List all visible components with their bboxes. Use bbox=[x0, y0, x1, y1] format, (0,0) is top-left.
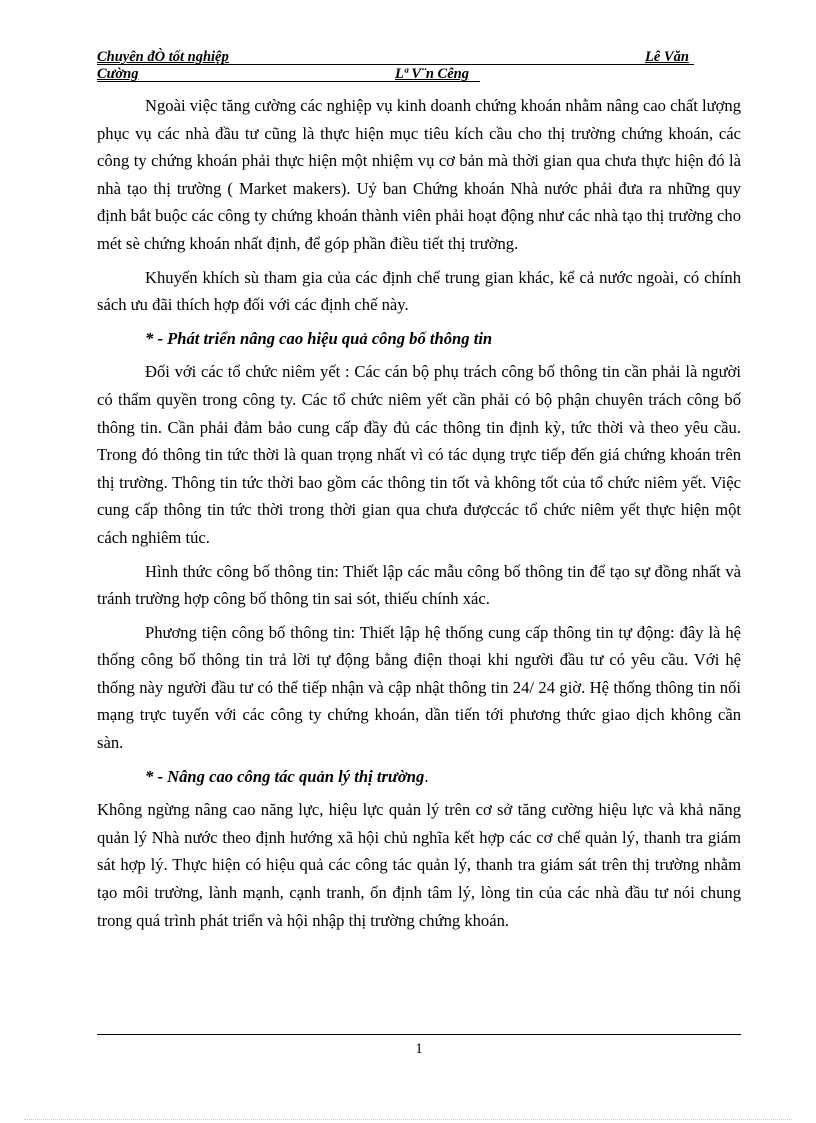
paragraph-disclosure-form: Hình thức công bố thông tin: Thiết lập các mẫu công bố thông tin để tạo sự đồng nhất và tránh trường hợp công bố thông tin sai sót, thiếu chính xác. bbox=[97, 561, 741, 609]
paragraph-intermediaries: Khuyến khích sù tham gia của các định chế trung gian khác, kể cả nước ngoài, có chính sách ưu đãi thích hợp đối với các định chế này. bbox=[97, 267, 741, 315]
document-body bbox=[97, 92, 741, 940]
section-heading-disclosure: * - Phát triển nâng cao hiệu quả công bố thông tin bbox=[145, 328, 493, 348]
heading-period: . bbox=[424, 766, 429, 786]
paragraph-disclosure-means: Phương tiện công bố thông tin: Thiết lập hệ thống cung cấp thông tin tự động: đây là hệ thống công bố thông tin trả lời tự động bằng điện thoại khi người đầu tư có yêu cầu. Với hệ thống này người đầu tư có thể tiếp nhận và cập nhật thông tin 24/ 24 giờ. Hệ thống thông tin nối mạng trực tuyến với các công ty chứng khoán, dần tiến tới phương thức giao dịch không cần sàn. bbox=[97, 622, 741, 753]
header-author-encoded: Lª V¨n Cêng bbox=[395, 66, 469, 82]
paragraph-market-makers: Ngoài việc tăng cường các nghiệp vụ kinh doanh chứng khoán nhằm nâng cao chất lượng phục vụ các nhà đầu tư cũng là thực hiện mục tiêu kích cầu cho thị trường chứng khoán, các công ty chứng khoán phải thực hiện một nhiệm vụ cơ bản mà thời gian qua chưa thực hiện đó là nhà tạo thị trường ( Market makers). Uỷ ban Chứng khoán Nhà nước phải đưa ra những quy định bắt buộc các công ty chứng khoán thành viên phải hoạt động như các nhà tạo thị trường cho mét sè chứng khoán nhất định, để góp phần điều tiết thị trường. bbox=[97, 96, 741, 253]
section-heading-management-text: * - Nâng cao công tác quản lý thị trường bbox=[145, 766, 425, 786]
header-title: Chuyên đÒ tốt nghiệp bbox=[97, 49, 229, 65]
footer-rule bbox=[97, 1034, 741, 1035]
paragraph-management: Không ngừng nâng cao năng lực, hiệu lực quản lý trên cơ sở tăng cường hiệu lực và khả năng quản lý Nhà nước theo định hướng xã hội chủ nghĩa kết hợp các cơ chế quản lý, thanh tra giám sát hợp lý. Thực hiện có hiệu quả các công tác quản lý, thanh tra giám sát trên thị trường nhằm tạo môi trường, lành mạnh, cạnh tranh, ổn định tâm lý, lòng tin của các nhà đầu tư nói chung trong quá trình phát triển và hội nhập thị trường chứng khoán. bbox=[97, 800, 741, 930]
section-heading-management bbox=[97, 763, 741, 791]
header-row-2 bbox=[97, 66, 741, 83]
header-author-cont: Cường bbox=[97, 66, 139, 82]
page-bottom-border bbox=[24, 1119, 792, 1120]
header-row-1 bbox=[97, 49, 741, 66]
paragraph-listed-orgs: Đối với các tổ chức niêm yết : Các cán bộ phụ trách công bố thông tin cần phải là người có thẩm quyền trong công ty. Các tổ chức niêm yết cần phải có bộ phận chuyên trách công bố thông tin. Cần phải đảm bảo cung cấp đầy đủ các thông tin định kỳ, tức thời và theo yêu cầu. Trong đó thông tin tức thời là quan trọng nhất vì có tác dụng trực tiếp đến giá chứng khoán trên thị trường. Thông tin tức thời bao gồm các thông tin tốt và không tốt của tổ chức niêm yết. Việc cung cấp thông tin tức thời trong thời gian qua chưa đượccác tổ chức niêm yết thực hiện một cách nghiêm túc. bbox=[97, 362, 741, 547]
page-header bbox=[97, 49, 741, 83]
page-number: 1 bbox=[415, 1041, 423, 1057]
header-author: Lê Văn bbox=[645, 49, 689, 65]
